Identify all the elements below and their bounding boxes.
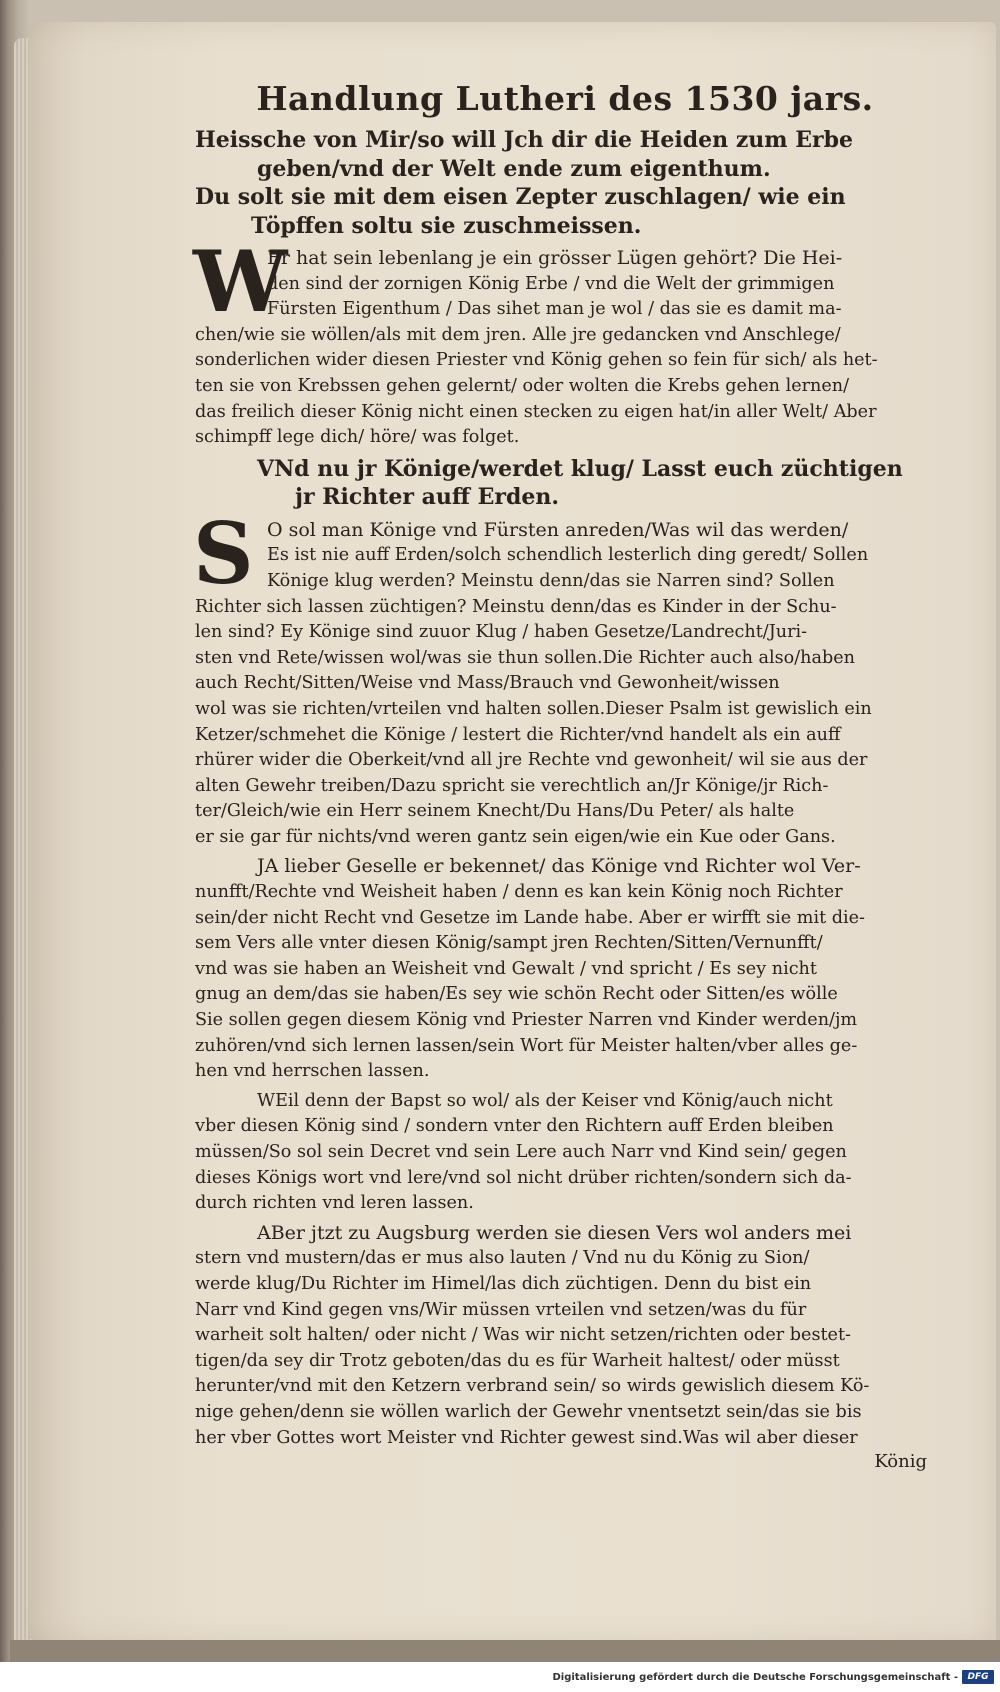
text-line: rhürer wider die Oberkeit/vnd all jre Rechte vnd gewonheit/ wil sie aus der bbox=[195, 750, 868, 771]
verse-1 bbox=[195, 126, 935, 240]
paragraph-5 bbox=[195, 1221, 935, 1451]
text-line: durch richten vnd leren lassen. bbox=[195, 1193, 474, 1214]
text-line: das freilich dieser König nicht einen stecken zu eigen hat/in aller Welt/ Aber bbox=[195, 401, 877, 422]
verse-2 bbox=[195, 455, 935, 512]
running-title: Handlung Lutheri des 1530 jars. bbox=[256, 79, 874, 118]
paragraph-3 bbox=[195, 854, 935, 1084]
text-line: WEil denn der Bapst so wol/ als der Keiser vnd König/auch nicht bbox=[257, 1090, 833, 1111]
text-line: hen vnd herrschen lassen. bbox=[195, 1061, 430, 1082]
paragraph-2 bbox=[193, 503, 935, 851]
text-line: Sie sollen gegen diesem König vnd Priester Narren vnd Kinder werden/jm bbox=[195, 1010, 858, 1031]
text-line: Ketzer/schmehet die Könige / lestert die Richter/vnd handelt als ein auff bbox=[195, 724, 841, 745]
text-line: O sol man Könige vnd Fürsten anreden/Was wil das werden/ bbox=[267, 518, 849, 541]
text-line: vnd was sie haben an Weisheit vnd Gewalt / vnd spricht / Es sey nicht bbox=[195, 958, 817, 979]
text-line: ter/Gleich/wie ein Herr seinem Knecht/Du Hans/Du Peter/ als halte bbox=[195, 801, 795, 822]
text-line: ten sie von Krebssen gehen gelernt/ oder wolten die Krebs gehen lernen/ bbox=[195, 375, 850, 396]
text-line: warheit solt halten/ oder nicht / Was wir nicht setzen/richten oder bestet- bbox=[195, 1325, 851, 1346]
text-line: len sind? Ey Könige sind zuuor Klug / haben Gesetze/Landrecht/Juri- bbox=[195, 622, 808, 643]
drop-cap: S bbox=[193, 503, 254, 603]
text-line: vber diesen König sind / sondern vnter den Richtern auff Erden bleiben bbox=[195, 1116, 834, 1137]
text-line: wol was sie richten/vrteilen vnd halten sollen.Dieser Psalm ist gewislich ein bbox=[195, 698, 872, 719]
text-line: stern vnd mustern/das er mus also lauten / Vnd nu du König zu Sion/ bbox=[195, 1248, 810, 1269]
verse-line: Heissche von Mir/so will Jch dir die Heiden zum Erbe bbox=[195, 127, 853, 153]
text-line: werde klug/Du Richter im Himel/las dich züchtigen. Denn du bist ein bbox=[195, 1273, 812, 1294]
verse-line: Töpffen soltu sie zuschmeissen. bbox=[251, 212, 642, 239]
text-line: dieses Königs wort vnd lere/vnd sol nicht drüber richten/sondern sich da- bbox=[195, 1167, 852, 1188]
text-line: chen/wie sie wöllen/als mit dem jren. Alle jre gedancken vnd Anschlege/ bbox=[195, 324, 841, 345]
text-line: sonderlichen wider diesen Priester vnd König gehen so fein für sich/ als het- bbox=[195, 350, 878, 371]
text-line: tigen/da sey dir Trotz geboten/das du es für Warheit haltest/ oder müsst bbox=[195, 1350, 840, 1371]
page-bottom-edge bbox=[10, 1640, 1000, 1662]
text-line: gnug an dem/das sie haben/Es sey wie schön Recht oder Sitten/es wölle bbox=[195, 984, 838, 1005]
catchword: König bbox=[874, 1451, 927, 1473]
drop-cap: W bbox=[193, 232, 288, 331]
text-line: Richter sich lassen züchtigen? Meinstu denn/das es Kinder in der Schu- bbox=[195, 596, 837, 617]
text-line: Narr vnd Kind gegen vns/Wir müssen vrteilen vnd setzen/was du für bbox=[195, 1299, 807, 1320]
verse-line: jr Richter auff Erden. bbox=[295, 484, 560, 511]
text-block bbox=[195, 78, 935, 1472]
text-line: zuhören/vnd sich lernen lassen/sein Wort für Meister halten/vber alles ge- bbox=[195, 1035, 858, 1056]
verse-line: Du solt sie mit dem eisen Zepter zuschlagen/ wie ein bbox=[195, 184, 846, 210]
text-line: Könige klug werden? Meinstu denn/das sie Narren sind? Sollen bbox=[267, 570, 835, 591]
text-line: Er hat sein lebenlang je ein grösser Lügen gehört? Die Hei- bbox=[267, 247, 843, 269]
text-line: Fürsten Eigenthum / Das sihet man je wol / das sie es damit ma- bbox=[267, 299, 842, 320]
text-line: herunter/vnd mit den Ketzern verbrand sein/ so wirds gewislich diesem Kö- bbox=[195, 1376, 870, 1397]
paragraph-1 bbox=[193, 232, 935, 451]
text-line: nunfft/Rechte vnd Weisheit haben / denn es kan kein König noch Richter bbox=[195, 882, 843, 903]
text-line: den sind der zornigen König Erbe / vnd die Welt der grimmigen bbox=[267, 273, 835, 294]
text-line: Es ist nie auff Erden/solch schendlich lesterlich ding geredt/ Sollen bbox=[267, 545, 869, 566]
text-line: sten vnd Rete/wissen wol/was sie thun sollen.Die Richter auch also/haben bbox=[195, 647, 855, 668]
footer-bar bbox=[0, 1668, 1000, 1692]
text-line: müssen/So sol sein Decret vnd sein Lere auch Narr vnd Kind sein/ gegen bbox=[195, 1142, 847, 1162]
text-line: her vber Gottes wort Meister vnd Richter gewest sind.Was wil aber dieser bbox=[195, 1427, 858, 1448]
text-line: alten Gewehr treiben/Dazu spricht sie verechtlich an/Jr Könige/jr Rich- bbox=[195, 775, 829, 796]
text-line: JA lieber Geselle er bekennet/ das Könige vnd Richter wol Ver- bbox=[257, 855, 861, 878]
text-line: ABer jtzt zu Augsburg werden sie diesen Vers wol anders mei bbox=[257, 1221, 852, 1244]
text-line: auch Recht/Sitten/Weise vnd Mass/Brauch vnd Gewonheit/wissen bbox=[195, 673, 780, 694]
verse-line: geben/vnd der Welt ende zum eigenthum. bbox=[257, 155, 771, 182]
verse-line: VNd nu jr Könige/werdet klug/ Lasst euch züchtigen bbox=[257, 455, 903, 482]
text-line: er sie gar für nichts/vnd weren gantz sein eigen/wie ein Kue oder Gans. bbox=[195, 826, 836, 847]
paragraph-4 bbox=[195, 1089, 935, 1217]
text-line: nige gehen/denn sie wöllen warlich der Gewehr vnentsetzt sein/das sie bis bbox=[195, 1401, 862, 1422]
text-line: sein/der nicht Recht vnd Gesetze im Lande habe. Aber er wirfft sie mit die- bbox=[195, 907, 865, 928]
digitization-credit: Digitalisierung gefördert durch die Deutsche Forschungsgemeinschaft - bbox=[552, 1672, 958, 1683]
dfg-logo: DFG bbox=[962, 1670, 994, 1684]
text-line: schimpff lege dich/ höre/ was folget. bbox=[195, 427, 520, 448]
text-line: sem Vers alle vnter diesen König/sampt jren Rechten/Sitten/Vernunfft/ bbox=[195, 933, 823, 954]
